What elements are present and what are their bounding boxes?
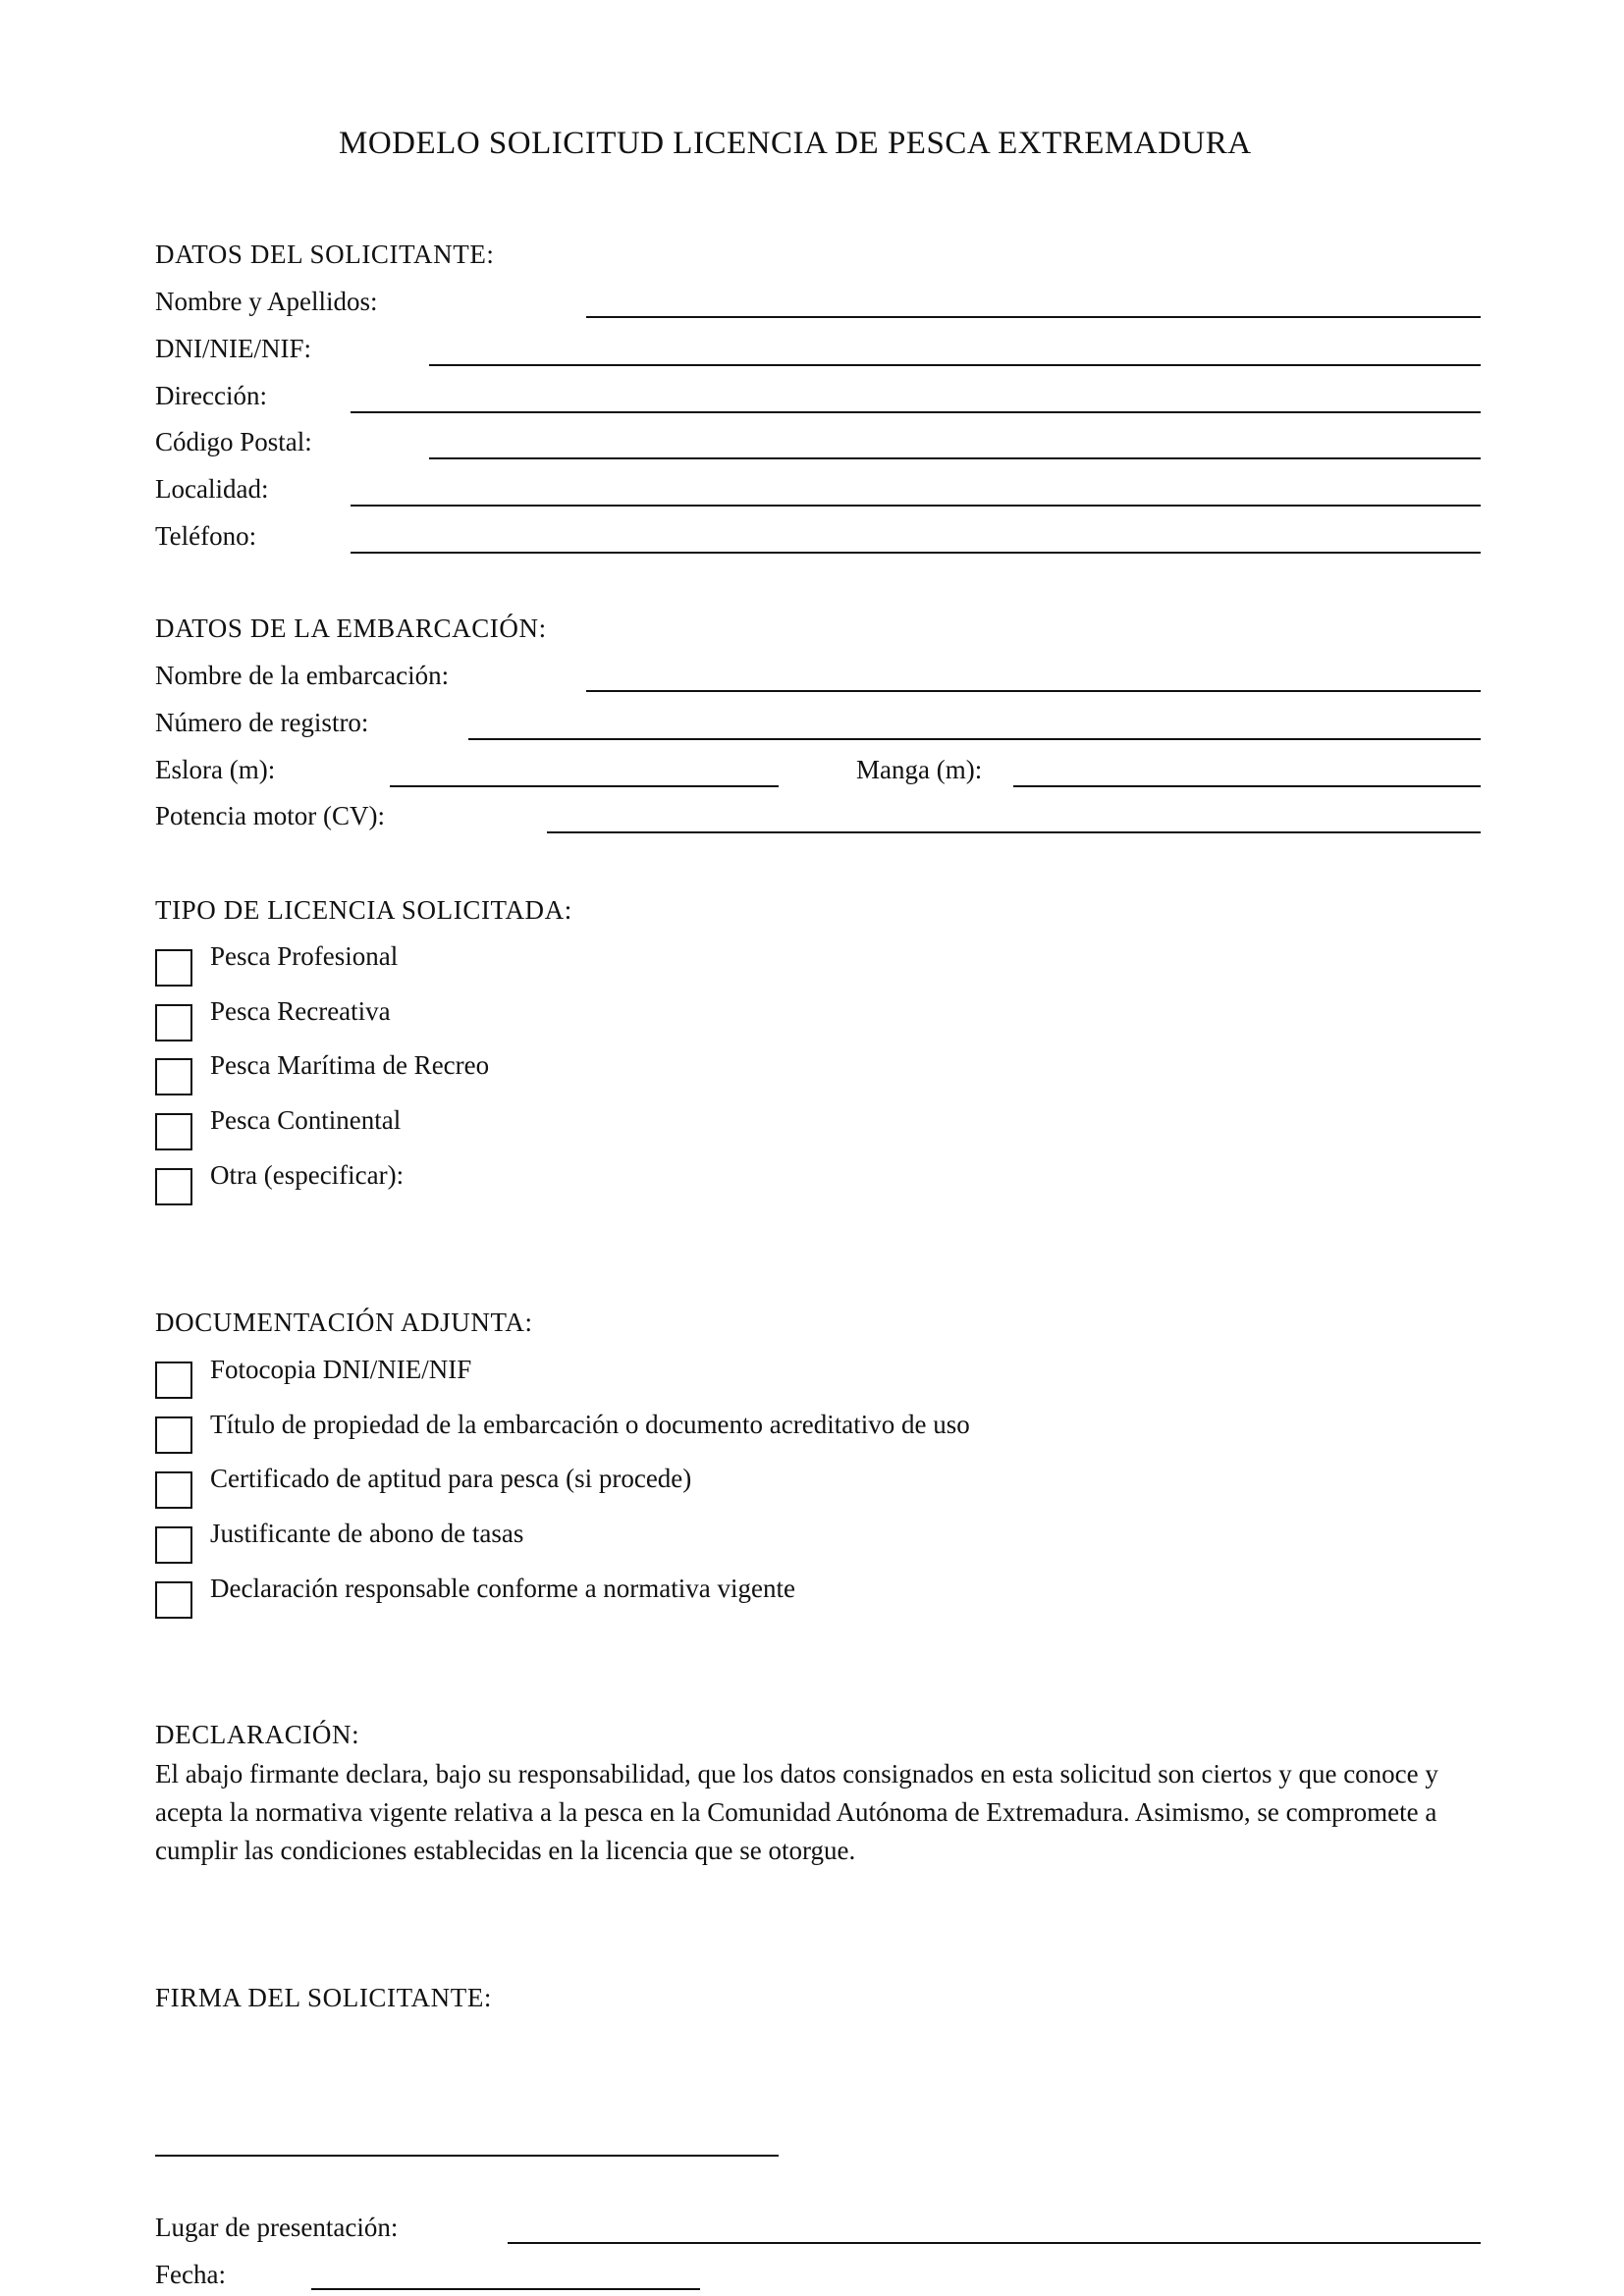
doc-declaracion-checkbox[interactable] bbox=[155, 1581, 192, 1619]
doc-justificante-checkbox[interactable] bbox=[155, 1526, 192, 1564]
manga-input-line[interactable] bbox=[1013, 785, 1481, 787]
doc-certificado-checkbox[interactable] bbox=[155, 1471, 192, 1509]
licencia-option-label: Pesca Recreativa bbox=[210, 996, 391, 1026]
localidad-input-line[interactable] bbox=[351, 505, 1481, 507]
localidad-label: Localidad: bbox=[155, 474, 269, 504]
direccion-input-line[interactable] bbox=[351, 411, 1481, 413]
eslora-input-line[interactable] bbox=[390, 785, 779, 787]
section-heading-firma: FIRMA DEL SOLICITANTE: bbox=[155, 1983, 493, 2012]
firma-signature-line[interactable] bbox=[155, 2155, 779, 2157]
declaracion-text: El abajo firmante declara, bajo su responsabilidad, que los datos consignados en esta solicitud son ciertos y que conoce y acepta la normativa vigente relativa a la pesca en la Comunidad Autónoma de Extremadura. Asimismo, se compromete a cumplir las condiciones establecidas en la licencia que se otorgue. bbox=[155, 1759, 1438, 1865]
direccion-label: Dirección: bbox=[155, 381, 267, 410]
embarcacion-nombre-input-line[interactable] bbox=[586, 690, 1481, 692]
licencia-profesional-checkbox[interactable] bbox=[155, 949, 192, 987]
lugar-input-line[interactable] bbox=[508, 2242, 1481, 2244]
licencia-continental-checkbox[interactable] bbox=[155, 1113, 192, 1150]
licencia-otra-checkbox[interactable] bbox=[155, 1168, 192, 1205]
licencia-option-label: Pesca Continental bbox=[210, 1105, 402, 1135]
dni-label: DNI/NIE/NIF: bbox=[155, 334, 311, 363]
section-heading-embarcacion: DATOS DE LA EMBARCACIÓN: bbox=[155, 614, 547, 643]
page-title: MODELO SOLICITUD LICENCIA DE PESCA EXTREMADURA bbox=[339, 126, 1252, 161]
doc-titulo-checkbox[interactable] bbox=[155, 1416, 192, 1454]
doc-option-label: Título de propiedad de la embarcación o documento acreditativo de uso bbox=[210, 1410, 970, 1439]
licencia-option-label: Otra (especificar): bbox=[210, 1160, 405, 1190]
telefono-input-line[interactable] bbox=[351, 552, 1481, 554]
codigo-postal-input-line[interactable] bbox=[429, 457, 1481, 459]
doc-option-label: Certificado de aptitud para pesca (si procede) bbox=[210, 1464, 692, 1493]
registro-label: Número de registro: bbox=[155, 708, 369, 737]
codigo-postal-label: Código Postal: bbox=[155, 427, 312, 456]
telefono-label: Teléfono: bbox=[155, 521, 257, 551]
fecha-input-line[interactable] bbox=[311, 2288, 700, 2290]
potencia-input-line[interactable] bbox=[547, 831, 1481, 833]
licencia-recreativa-checkbox[interactable] bbox=[155, 1004, 192, 1041]
doc-option-label: Fotocopia DNI/NIE/NIF bbox=[210, 1355, 472, 1384]
eslora-label: Eslora (m): bbox=[155, 755, 276, 784]
section-heading-declaracion: DECLARACIÓN: bbox=[155, 1720, 360, 1749]
nombre-label: Nombre y Apellidos: bbox=[155, 287, 378, 316]
licencia-maritima-checkbox[interactable] bbox=[155, 1058, 192, 1095]
dni-input-line[interactable] bbox=[429, 364, 1481, 366]
fecha-label: Fecha: bbox=[155, 2260, 226, 2289]
registro-input-line[interactable] bbox=[468, 738, 1481, 740]
section-heading-solicitante: DATOS DEL SOLICITANTE: bbox=[155, 240, 495, 269]
doc-dni-checkbox[interactable] bbox=[155, 1362, 192, 1399]
licencia-option-label: Pesca Profesional bbox=[210, 941, 399, 971]
manga-label: Manga (m): bbox=[856, 755, 983, 784]
licencia-option-label: Pesca Marítima de Recreo bbox=[210, 1050, 490, 1080]
lugar-label: Lugar de presentación: bbox=[155, 2213, 399, 2242]
section-heading-documentacion: DOCUMENTACIÓN ADJUNTA: bbox=[155, 1308, 533, 1337]
section-heading-licencia: TIPO DE LICENCIA SOLICITADA: bbox=[155, 895, 572, 925]
doc-option-label: Declaración responsable conforme a normativa vigente bbox=[210, 1574, 795, 1603]
doc-option-label: Justificante de abono de tasas bbox=[210, 1519, 524, 1548]
potencia-label: Potencia motor (CV): bbox=[155, 801, 385, 830]
embarcacion-nombre-label: Nombre de la embarcación: bbox=[155, 661, 450, 690]
nombre-input-line[interactable] bbox=[586, 316, 1481, 318]
